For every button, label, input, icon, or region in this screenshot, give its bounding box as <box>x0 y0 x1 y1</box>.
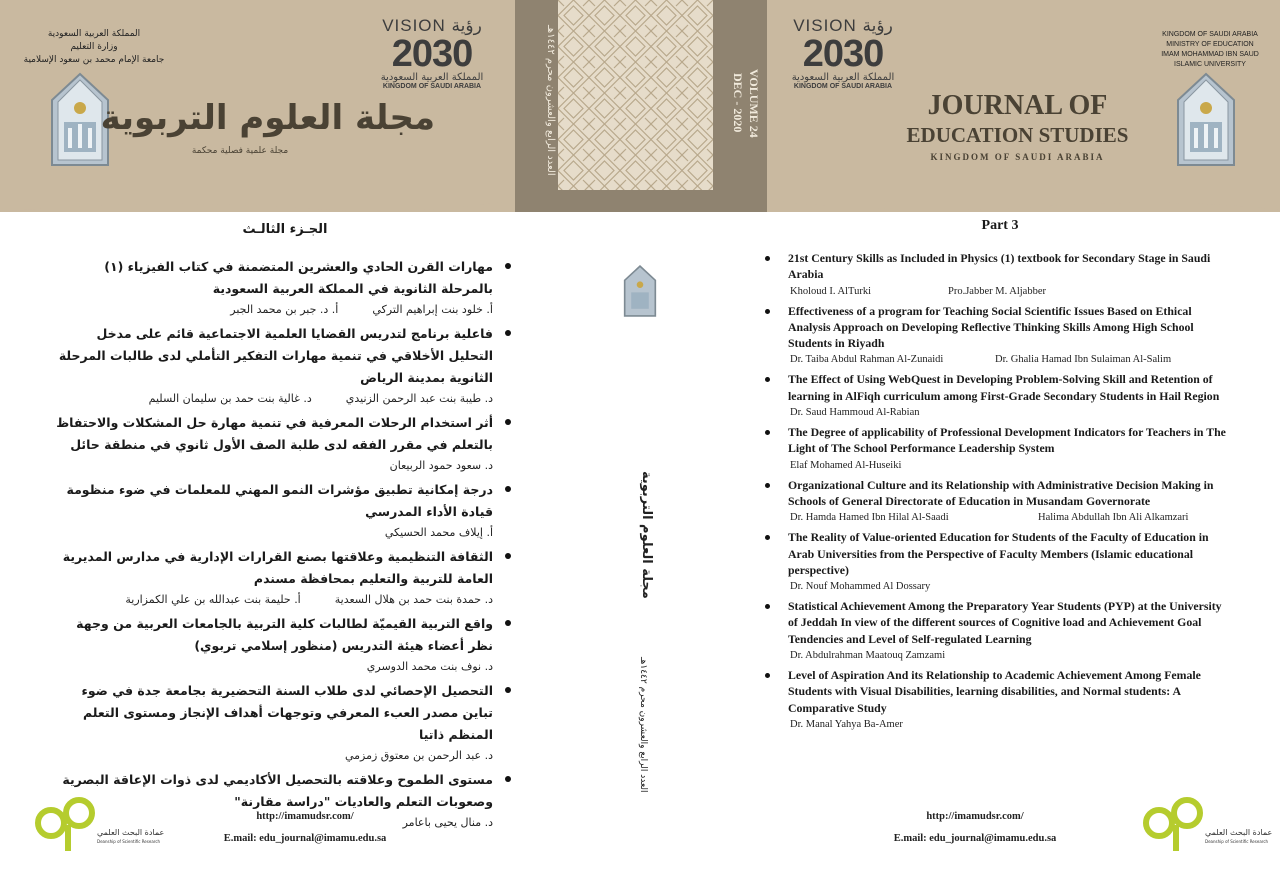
ministry-en-line: KINGDOM OF SAUDI ARABIA <box>1162 31 1258 38</box>
list-item <box>55 546 515 610</box>
bullet-icon <box>505 776 511 782</box>
vision-year: 2030 <box>391 33 473 75</box>
footer-email[interactable]: E.mail: edu_journal@imamu.edu.sa <box>893 833 1057 844</box>
list-item <box>760 424 1230 475</box>
bullet-icon <box>505 330 511 336</box>
article-authors <box>55 746 493 766</box>
vision-2030-logo <box>783 16 903 90</box>
part-label-english: Part 3 <box>981 218 1019 233</box>
bullet-icon <box>765 377 770 382</box>
author: د. منال يحيى باعامر <box>402 816 493 829</box>
article-authors <box>788 647 1230 665</box>
article-authors <box>55 456 493 476</box>
list-item <box>55 412 515 476</box>
english-contents-list <box>760 250 1230 736</box>
article-title: Organizational Culture and its Relationship with Administrative Decision Making in Schools of General Directorate of Education in Musandam Governorate <box>788 477 1214 508</box>
author: أ. د. جبر بن محمد الجبر <box>230 303 339 316</box>
author: أ. حليمة بنت عبدالله بن علي الكمزارية <box>125 593 301 606</box>
author: د. حمدة بنت حمد بن هلال السعدية <box>334 593 493 606</box>
ministry-ar-line: المملكة العربية السعودية <box>47 29 141 39</box>
deanship-name-en: Deanship of Scientific Research <box>97 839 161 844</box>
author: د. نوف بنت محمد الدوسري <box>366 660 493 673</box>
author: Halima Abdullah Ibn Ali Alkamzari <box>1038 512 1189 524</box>
bullet-icon <box>765 430 770 435</box>
author: Dr. Taiba Abdul Rahman Al-Zunaidi <box>790 354 944 366</box>
ministry-en-line: ISLAMIC UNIVERSITY <box>1174 61 1246 68</box>
article-title: درجة إمكانية تطبيق مؤشرات النمو المهني للمعلمات في ضوء منظومة قيادة الأداء المدرسي <box>66 482 493 519</box>
list-item <box>55 256 515 320</box>
vision-english: KINGDOM OF SAUDI ARABIA <box>382 83 482 90</box>
spine-issue-ar: العدد الرابع والعشرون محرم ١٤٤٢هـ <box>545 24 556 176</box>
bullet-icon <box>765 483 770 488</box>
bullet-icon <box>765 604 770 609</box>
vision-label: VISION رؤية <box>382 16 482 35</box>
article-title: The Effect of Using WebQuest in Developing Problem-Solving Skill and Retention of learning in AlFiqh curriculum among First-Grade Secondary Students in Hail Region <box>788 372 1220 403</box>
author: Pro.Jabber M. Aljabber <box>948 285 1046 297</box>
bullet-icon <box>505 553 511 559</box>
article-authors <box>55 523 493 543</box>
article-title: مستوى الطموح وعلاقته بالتحصيل الأكاديمي لدى ذوات الإعاقة البصرية وصعوبات التعلم والعاديات "دراسة مقارنة" <box>62 772 493 809</box>
author: Dr. Ghalia Hamad Ibn Sulaiman Al-Salim <box>995 354 1172 366</box>
article-title: 21st Century Skills as Included in Physics (1) textbook for Secondary Stage in Saudi Arabia <box>788 251 1211 282</box>
bullet-icon <box>505 620 511 626</box>
footer-email[interactable]: E.mail: edu_journal@imamu.edu.sa <box>223 833 387 844</box>
author: Dr. Hamda Hamed Ibn Hilal Al-Saadi <box>790 512 949 524</box>
article-title: واقع التربية القيميّة لطالبات كلية التربية بالجامعات العربية من وجهة نظر أعضاء هيئة التدريس (منظور إسلامي تربوي) <box>76 616 493 653</box>
footer-url[interactable]: http://imamudsr.com/ <box>256 811 354 822</box>
article-title: الثقافة التنظيمية وعلاقتها بصنع القرارات الإدارية في مدارس المديرية العامة للتربية والتعليم بمحافظة مسندم <box>62 549 493 586</box>
arabic-contents-list <box>55 256 515 836</box>
article-authors <box>788 716 1230 734</box>
article-title: The Reality of Value-oriented Education for Students of the Faculty of Education in Arab Universities from the Perspective of Faculty Members (Islamic educational perspective) <box>788 530 1209 577</box>
article-authors <box>55 657 493 677</box>
spine-volume <box>722 18 762 188</box>
deanship-logo-icon <box>1143 795 1273 855</box>
author: أ. خلود بنت إبراهيم التركي <box>372 303 493 316</box>
bullet-icon <box>765 309 770 314</box>
list-item <box>760 371 1230 422</box>
footer-url[interactable]: http://imamudsr.com/ <box>926 811 1024 822</box>
author: Dr. Abdulrahman Maatouq Zamzami <box>790 650 946 662</box>
list-item <box>55 479 515 543</box>
article-title: Effectiveness of a program for Teaching Social Scientific Issues Based on Ethical Analysis Approach on Developing Reflective Thinking Skills Among High School Students in Riyadh <box>788 303 1194 351</box>
author: د. سعود حمود الربيعان <box>389 459 493 472</box>
deanship-name-ar: عمادة البحث العلمي <box>97 828 165 837</box>
author: Dr. Manal Yahya Ba-Amer <box>790 718 903 730</box>
spine-issue-arabic-lower: العدد الرابع والعشرون محرم ١٤٤٢هـ <box>638 657 648 793</box>
list-item <box>760 667 1230 734</box>
article-authors <box>788 457 1230 475</box>
article-title: التحصيل الإحصائي لدى طلاب السنة التحضيرية بجامعة جدة في ضوء تباين مصدر العبء المعرفي وتوجهات أهداف الإنجاز ومستوى التعلم المنظم ذاتيا <box>81 683 493 742</box>
vision-english: KINGDOM OF SAUDI ARABIA <box>793 83 893 90</box>
bullet-icon <box>765 673 770 678</box>
bullet-icon <box>505 687 511 693</box>
deanship-name-ar: عمادة البحث العلمي <box>1205 828 1273 837</box>
author: د. عبد الرحمن بن معتوق زمزمي <box>344 749 493 762</box>
author: د. غالية بنت حمد بن سليمان السليم <box>148 392 312 405</box>
journal-title-line2: EDUCATION STUDIES <box>906 123 1129 147</box>
spine-volume-number: VOLUME 24 <box>747 68 761 138</box>
list-item <box>760 529 1230 596</box>
article-authors <box>788 509 1230 527</box>
author: Dr. Nouf Mohammed Al Dossary <box>790 581 931 593</box>
spine-pattern <box>558 0 713 190</box>
article-authors <box>788 283 1230 301</box>
author: Dr. Saud Hammoud Al-Rabian <box>790 407 920 419</box>
bullet-icon <box>505 486 511 492</box>
article-authors <box>788 404 1230 422</box>
ministry-english <box>1148 30 1272 70</box>
list-item <box>55 613 515 677</box>
spine-emblem-icon <box>623 265 657 317</box>
deanship-name-en: Deanship of Scientific Research <box>1205 839 1269 844</box>
author: د. طيبة بنت عبد الرحمن الزنيدي <box>345 392 493 405</box>
article-authors <box>55 590 493 610</box>
vision-arabic: المملكة العربية السعودية <box>380 72 484 83</box>
ministry-arabic <box>14 28 174 67</box>
deanship-logo-icon <box>35 795 165 855</box>
spine-volume-date: DEC - 2020 <box>731 73 745 133</box>
bullet-icon <box>505 419 511 425</box>
journal-title-line1: JOURNAL OF <box>927 90 1108 121</box>
article-authors <box>55 389 493 409</box>
list-item <box>760 250 1230 301</box>
article-authors <box>788 351 1230 369</box>
spine-title-arabic: مجلة العلوم التربوية <box>639 471 654 599</box>
journal-title-arabic: مجلة العلوم التربوية <box>100 98 435 138</box>
article-title: فاعلية برنامج لتدريس القضايا العلمية الاجتماعية قائم على مدخل التحليل الأخلاقي في تنمية مهارات التفكير التأملي لدى طالبات المرحلة الثانوية بمدينة الرياض <box>58 326 493 385</box>
university-emblem-icon <box>1176 72 1236 167</box>
article-title: Statistical Achievement Among the Preparatory Year Students (PYP) at the University of Jeddah In view of the different sources of Cognitive load and Achievement Goal Tendencies and Level of Self-regulated Learning <box>788 599 1222 646</box>
list-item <box>55 680 515 766</box>
ministry-ar-line: وزارة التعليم <box>70 42 118 52</box>
vision-arabic: المملكة العربية السعودية <box>791 72 895 83</box>
journal-title-english <box>880 90 1155 162</box>
footer-right <box>845 806 1105 850</box>
author: Elaf Mohamed Al-Huseiki <box>790 459 902 471</box>
vision-2030-logo <box>372 16 492 90</box>
vision-label: VISION رؤية <box>793 16 893 35</box>
article-title: مهارات القرن الحادي والعشرين المتضمنة في كتاب الفيزياء (١) بالمرحلة الثانوية في المملكة العربية السعودية <box>104 259 493 296</box>
article-authors <box>55 300 493 320</box>
article-authors <box>788 578 1230 596</box>
article-title: The Degree of applicability of Professional Development Indicators for Teachers in The Light of The School Performance Leadership System <box>788 425 1226 456</box>
footer-left <box>175 806 435 850</box>
article-title: أثر استخدام الرحلات المعرفية في تنمية مهارة حل المشكلات والاحتفاظ بالتعلم في مقرر الفقه لدى طلبة الصف الأول ثانوي في منطقة حائل <box>56 415 493 452</box>
article-title: Level of Aspiration And its Relationship to Academic Achievement Among Female Students with Visual Disabilities, learning disabilities, and Normal students: A Comparative Study <box>788 668 1201 715</box>
journal-subtitle-arabic: مجلة علمية فصلية محكمة <box>191 146 289 156</box>
ministry-ar-line: جامعة الإمام محمد بن سعود الإسلامية <box>23 55 165 65</box>
list-item <box>55 323 515 409</box>
list-item <box>760 598 1230 665</box>
author: أ. إيلاف محمد الحسيكي <box>384 526 493 539</box>
journal-title-line3: KINGDOM OF SAUDI ARABIA <box>930 152 1105 162</box>
part-label-arabic: الجـزء الثالـث <box>242 222 328 237</box>
list-item <box>760 477 1230 528</box>
ministry-en-line: IMAM MOHAMMAD IBN SAUD <box>1161 51 1259 58</box>
vision-year: 2030 <box>802 33 884 75</box>
bullet-icon <box>765 256 770 261</box>
bullet-icon <box>765 535 770 540</box>
author: Kholoud I. AlTurki <box>790 285 872 297</box>
ministry-en-line: MINISTRY OF EDUCATION <box>1166 41 1254 48</box>
list-item <box>760 303 1230 370</box>
bullet-icon <box>505 263 511 269</box>
